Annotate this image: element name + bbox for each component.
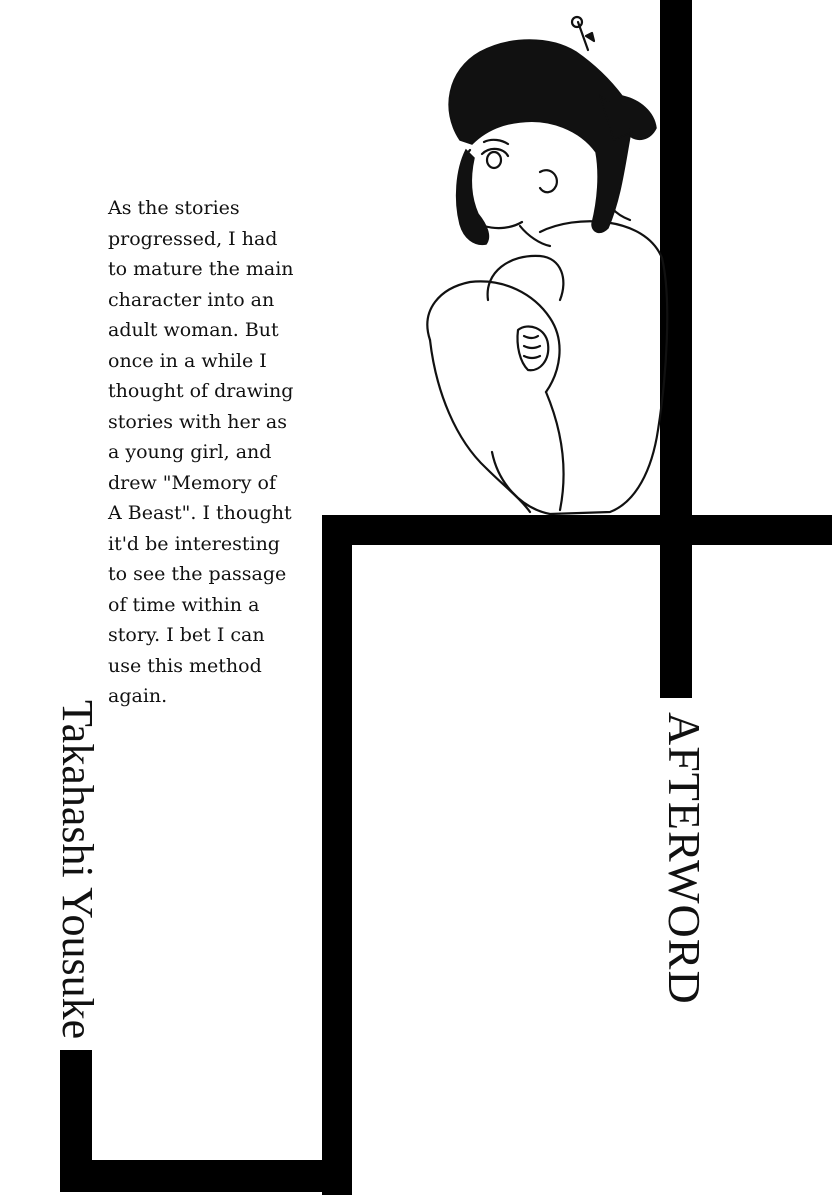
body-line: As the stories: [108, 197, 240, 219]
body-line: thought of drawing: [108, 380, 294, 402]
body-line: use this method: [108, 654, 262, 677]
body-line: drew "Memory of: [108, 471, 277, 494]
body-line: of time within a: [108, 593, 260, 616]
afterword-body: [108, 193, 348, 712]
girl-illustration: [400, 0, 700, 520]
body-line: to see the passage: [108, 563, 287, 585]
body-line: again.: [108, 685, 168, 707]
body-line: adult woman. But: [108, 319, 279, 341]
body-line: story. I bet I can: [108, 624, 265, 646]
author-name: Takahashi Yousuke: [53, 700, 102, 1040]
frame-bar-left-vertical: [60, 1050, 92, 1192]
body-line: character into an: [108, 288, 275, 311]
body-line: it'd be interesting: [108, 532, 280, 555]
body-line: A Beast". I thought: [108, 502, 292, 524]
body-line: once in a while I: [108, 349, 267, 372]
afterword-title: AFTERWORD: [659, 712, 710, 1005]
frame-bar-bottom-horizontal: [60, 1160, 352, 1192]
body-line: progressed, I had: [108, 227, 278, 250]
body-line: to mature the main: [108, 258, 294, 280]
body-line: stories with her as: [108, 410, 287, 433]
body-line: a young girl, and: [108, 441, 272, 463]
